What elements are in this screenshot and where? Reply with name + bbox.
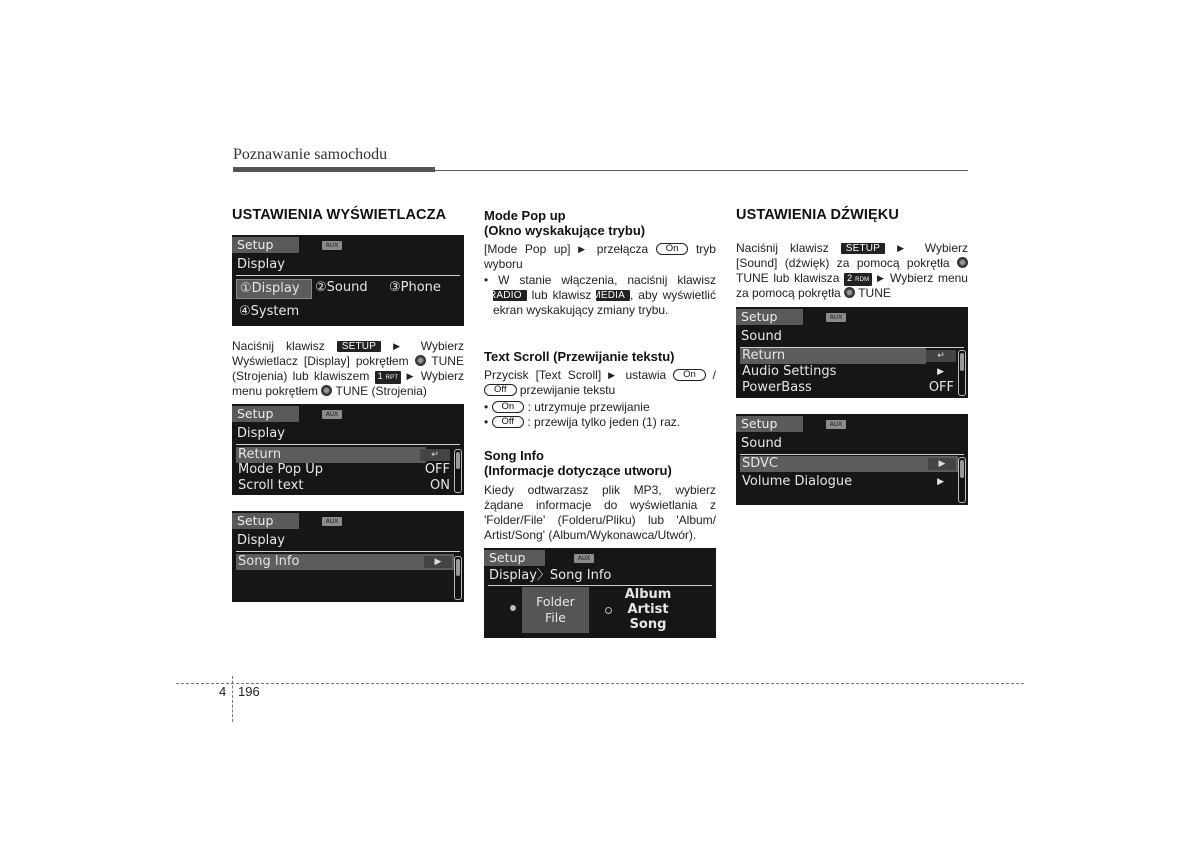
option-label: Folder <box>536 594 575 609</box>
menu-row-song-info[interactable] <box>236 554 454 570</box>
tune-knob-icon <box>957 257 968 268</box>
screen-tab-setup: Setup <box>736 416 803 432</box>
option-label: File <box>545 610 566 625</box>
menu-row-volume-dialogue[interactable] <box>740 474 958 490</box>
tab-phone[interactable]: ③Phone <box>389 280 441 295</box>
screen-heading: Display <box>237 426 285 441</box>
aux-indicator: AUX <box>826 420 846 429</box>
key-2-label: 2 <box>847 273 853 283</box>
mode-popup-title-line2: (Okno wyskakujące trybu) <box>484 223 646 238</box>
row-label: Song Info <box>238 554 300 569</box>
arrow-icon: ▶ <box>897 243 913 253</box>
tab-sound[interactable]: ②Sound <box>315 280 368 295</box>
text-tune-end: TUNE (Strojenia) <box>335 384 427 398</box>
display-instructions <box>232 339 464 399</box>
header-rule <box>233 170 968 171</box>
arrow-icon: ▶ <box>608 370 619 380</box>
text: W stanie włączenia, naciśnij klawisz <box>498 273 716 287</box>
arrow-icon: ▶ <box>393 341 409 351</box>
screen-divider <box>740 454 964 455</box>
menu-row-sdvc[interactable] <box>740 456 958 472</box>
text: : przewija tylko jeden (1) raz. <box>527 415 681 429</box>
text-scroll-bullets: • On : utrzymuje przewijanie • Off : przewija tylko jeden (1) raz. <box>484 400 681 429</box>
mode-popup-text <box>484 242 716 272</box>
text: TUNE lub klawisza <box>736 271 840 285</box>
scrollbar-thumb[interactable] <box>960 460 964 478</box>
screen-heading: Display <box>237 257 285 272</box>
off-button-icon: Off <box>492 416 525 428</box>
screen-divider <box>236 551 460 552</box>
aux-indicator: AUX <box>322 241 342 250</box>
arrow-icon: ▶ <box>877 273 886 283</box>
on-button-icon: On <box>673 369 706 381</box>
sound-menu-screen <box>736 307 968 398</box>
menu-tabs <box>236 279 460 299</box>
menu-row-mode-pop-up[interactable] <box>236 462 454 478</box>
text: [Mode Pop up] <box>484 242 571 256</box>
arrow-right-icon: ▶ <box>928 458 956 470</box>
sound-sub-menu-screen <box>736 414 968 505</box>
text-tune: TUNE (Strojenia) lub klawiszem <box>232 354 464 383</box>
section-title-display: USTAWIENIA WYŚWIETLACZA <box>232 207 447 223</box>
return-button[interactable] <box>926 348 956 364</box>
scrollbar[interactable] <box>454 556 462 600</box>
aux-indicator: AUX <box>322 517 342 526</box>
row-value: OFF <box>424 462 450 477</box>
text-select-display: Wybierz Wyświetlacz [Display] pokrętłem <box>232 339 464 368</box>
menu-row-return[interactable] <box>740 348 926 364</box>
song-info-title <box>484 448 672 478</box>
aux-indicator: AUX <box>826 313 846 322</box>
screen-divider <box>488 585 712 586</box>
screen-tab-setup: Setup <box>484 550 545 566</box>
text: Przycisk [Text Scroll] <box>484 368 602 382</box>
arrow-right-icon: ▶ <box>424 556 452 568</box>
media-key: MEDIA <box>596 290 630 301</box>
option-label: Artist <box>627 602 669 617</box>
text: lub klawisz <box>531 288 592 302</box>
radio-key: RADIO <box>493 290 527 301</box>
scrollbar[interactable] <box>958 350 966 396</box>
screen-tab-setup: Setup <box>736 309 803 325</box>
row-label: Mode Pop Up <box>238 462 324 477</box>
row-label: SDVC <box>742 456 779 471</box>
mode-popup-bullet: • W stanie włączenia, naciśnij klawisz RADIO lub klawisz MEDIA , aby wyświetlić ekran wyskakujący zmiany trybu. <box>484 273 716 317</box>
scrollbar-thumb[interactable] <box>456 452 460 469</box>
screen-divider <box>236 444 460 445</box>
menu-tabs-row2 <box>236 303 460 323</box>
screen-heading: Display <box>237 533 285 548</box>
arrow-icon: ▶ <box>578 244 590 254</box>
menu-row-powerbass[interactable] <box>740 380 958 396</box>
footer-divider-vertical <box>232 676 233 722</box>
aux-indicator: AUX <box>574 554 594 563</box>
option-label: Album <box>624 587 672 602</box>
radio-unselected-icon[interactable] <box>605 607 612 614</box>
key-1-rpt <box>375 371 402 384</box>
text: ustawia <box>625 368 667 382</box>
off-button-icon: Off <box>484 384 517 396</box>
text: przełącza <box>596 242 649 256</box>
row-value: OFF <box>928 380 954 395</box>
section-title-sound: USTAWIENIA DŹWIĘKU <box>736 207 899 223</box>
key-rdm-label: RDM <box>855 277 870 283</box>
tab-system[interactable]: ④System <box>239 304 300 319</box>
tune-knob-icon <box>415 355 426 366</box>
mode-popup-title <box>484 208 645 238</box>
text-select-menu: Wybierz menu pokrętłem <box>232 369 464 398</box>
row-label: Scroll text <box>238 478 304 493</box>
screen-heading: Sound <box>741 436 782 451</box>
row-label: Return <box>238 447 282 462</box>
on-button-icon: On <box>656 243 689 255</box>
setup-key: SETUP <box>337 341 381 352</box>
text: Wybierz [Sound] (dźwięk) za pomocą pokrętła <box>736 241 968 270</box>
song-info-text: Kiedy odtwarzasz plik MP3, wybierz żądane informacje do wyświetlania z 'Folder/File' (Folderu/Pliku) lub 'Album/ Artist/Song' (Album/Wykonawca/Utwór). <box>484 483 716 542</box>
song-info-title-line1: Song Info <box>484 448 544 463</box>
scrollbar[interactable] <box>454 449 462 493</box>
aux-indicator: AUX <box>322 410 342 419</box>
menu-row-return[interactable] <box>236 447 426 463</box>
scrollbar[interactable] <box>958 457 966 503</box>
key-2-rdm <box>844 273 872 286</box>
page-number: 196 <box>238 684 260 699</box>
return-button[interactable] <box>420 447 450 463</box>
arrow-icon: ▶ <box>406 371 416 381</box>
text: Wybierz menu za pomocą pokrętła <box>736 271 968 300</box>
radio-selected-icon[interactable] <box>510 605 516 611</box>
menu-row-audio-settings[interactable] <box>740 364 958 380</box>
song-info-title-line2: (Informacje dotyczące utworu) <box>484 463 672 478</box>
text-press-key: Naciśnij klawisz <box>232 339 325 353</box>
on-button-icon: On <box>492 401 525 413</box>
footer-divider <box>176 683 1024 684</box>
scrollbar-thumb[interactable] <box>960 353 964 371</box>
row-label: Return <box>742 348 786 363</box>
sound-instructions <box>736 241 968 301</box>
return-icon: ↵ <box>420 449 450 461</box>
page-header-title: Poznawanie samochodu <box>233 146 388 163</box>
text-scroll-title: Text Scroll (Przewijanie tekstu) <box>484 349 675 364</box>
key-rpt-label: RPT <box>385 375 399 381</box>
row-value: ON <box>430 478 450 493</box>
chevron-right-icon: ▶ <box>937 477 944 487</box>
screen-heading: Sound <box>741 329 782 344</box>
option-album-artist-song[interactable] <box>622 587 674 633</box>
screen-heading: Display〉Song Info <box>489 568 612 583</box>
text: tryb wyboru <box>484 242 716 271</box>
text-scroll-text <box>484 368 716 398</box>
text: : utrzymuje przewijanie <box>527 400 650 414</box>
song-info-menu-screen <box>232 511 464 602</box>
text: , aby wyświetlić ekran wyskakujący zmiany trybu. <box>493 288 716 317</box>
menu-row-scroll-text[interactable] <box>236 478 454 494</box>
screen-tab-setup: Setup <box>232 237 299 253</box>
return-icon: ↵ <box>926 350 956 362</box>
song-info-screen <box>484 548 716 638</box>
text: przewijanie tekstu <box>519 383 616 397</box>
display-setup-screen <box>232 235 464 326</box>
scrollbar-thumb[interactable] <box>456 559 460 576</box>
text: Naciśnij klawisz <box>736 241 829 255</box>
row-label: PowerBass <box>742 380 812 395</box>
tune-knob-icon <box>844 287 855 298</box>
mode-popup-title-line1: Mode Pop up <box>484 208 566 223</box>
chapter-number: 4 <box>219 684 227 699</box>
text: / <box>712 368 716 382</box>
setup-key: SETUP <box>841 243 885 254</box>
tune-knob-icon <box>321 385 332 396</box>
option-folder-file[interactable] <box>522 587 589 633</box>
key-1-label: 1 <box>377 371 383 381</box>
row-label: Volume Dialogue <box>742 474 853 489</box>
row-label: Audio Settings <box>742 364 837 379</box>
screen-tab-setup: Setup <box>232 406 299 422</box>
screen-divider <box>236 275 460 276</box>
text: TUNE <box>858 286 891 300</box>
option-label: Song <box>629 617 667 632</box>
tab-display[interactable]: ①Display <box>236 279 312 299</box>
screen-tab-setup: Setup <box>232 513 299 529</box>
chevron-right-icon: ▶ <box>937 367 944 377</box>
display-menu-screen <box>232 404 464 495</box>
